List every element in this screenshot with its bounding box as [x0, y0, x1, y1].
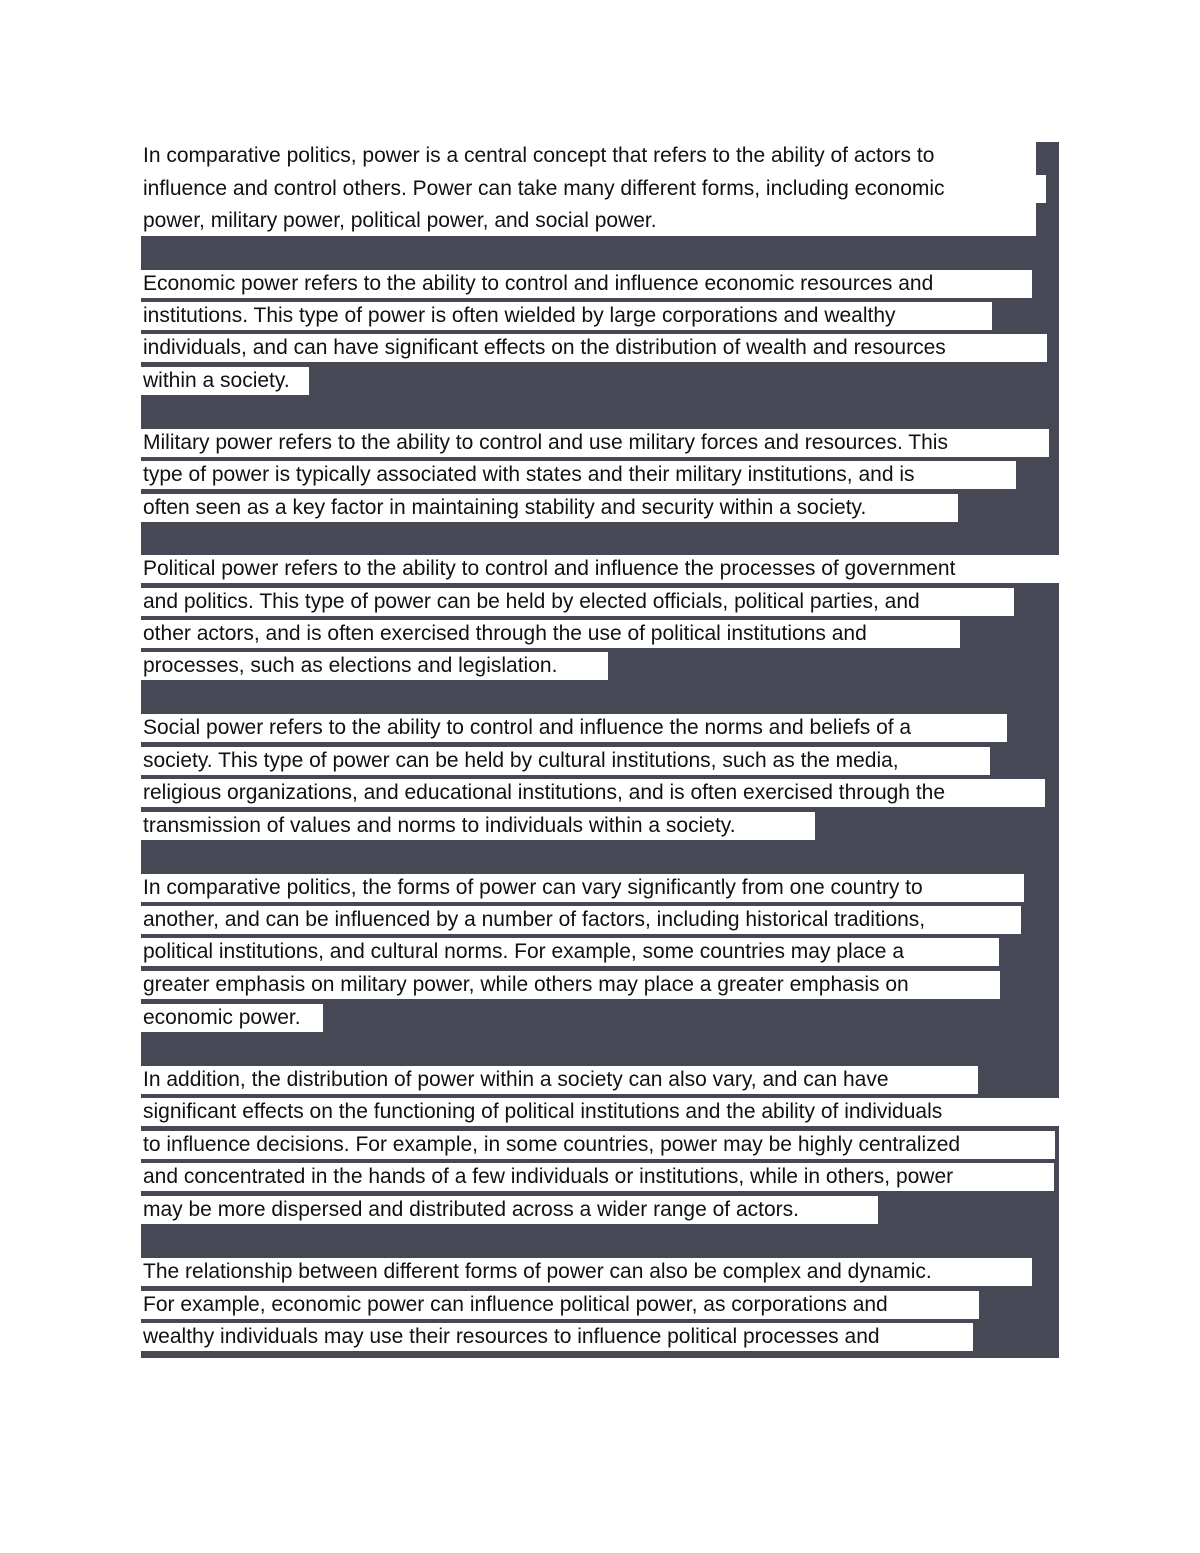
- text-line: individuals, and can have significant effects on the distribution of wealth and resources: [141, 334, 1047, 362]
- text-line: In comparative politics, the forms of power can vary significantly from one country to: [141, 874, 1024, 902]
- text-line: religious organizations, and educational institutions, and is often exercised through the: [141, 779, 1045, 807]
- text-line: For example, economic power can influence political power, as corporations and: [141, 1291, 979, 1319]
- text-line: In addition, the distribution of power within a society can also vary, and can have: [141, 1066, 978, 1094]
- text-line: within a society.: [141, 367, 309, 395]
- text-line: and concentrated in the hands of a few individuals or institutions, while in others, power: [141, 1163, 1054, 1191]
- text-line: Social power refers to the ability to control and influence the norms and beliefs of a: [141, 714, 1007, 742]
- text-line: may be more dispersed and distributed across a wider range of actors.: [141, 1196, 878, 1224]
- text-line: The relationship between different forms of power can also be complex and dynamic.: [141, 1258, 1032, 1286]
- text-line: type of power is typically associated with states and their military institutions, and is: [141, 461, 1016, 489]
- text-line: Military power refers to the ability to control and use military forces and resources. This: [141, 429, 1049, 457]
- text-line: society. This type of power can be held by cultural institutions, such as the media,: [141, 747, 990, 775]
- text-line: and politics. This type of power can be held by elected officials, political parties, and: [141, 588, 1014, 616]
- text-line: often seen as a key factor in maintaining stability and security within a society.: [141, 494, 958, 522]
- text-line: economic power.: [141, 1004, 323, 1032]
- text-line: significant effects on the functioning of political institutions and the ability of individuals: [141, 1098, 1059, 1126]
- text-line: political institutions, and cultural norms. For example, some countries may place a: [141, 938, 999, 966]
- text-line: greater emphasis on military power, while others may place a greater emphasis on: [141, 971, 1000, 999]
- text-line: other actors, and is often exercised through the use of political institutions and: [141, 620, 960, 648]
- text-line: Political power refers to the ability to control and influence the processes of government: [141, 555, 1059, 583]
- text-line: another, and can be influenced by a number of factors, including historical traditions,: [141, 906, 1021, 934]
- text-line: institutions. This type of power is often wielded by large corporations and wealthy: [141, 302, 992, 330]
- text-line: processes, such as elections and legislation.: [141, 652, 608, 680]
- text-line: power, military power, political power, and social power.: [141, 207, 719, 235]
- highlight-block: [1046, 172, 1059, 236]
- text-line: influence and control others. Power can take many different forms, including economic: [141, 175, 1046, 203]
- text-line: wealthy individuals may use their resources to influence political processes and: [141, 1323, 973, 1351]
- text-line: In comparative politics, power is a central concept that refers to the ability of actors to: [141, 142, 1036, 170]
- text-line: Economic power refers to the ability to control and influence economic resources and: [141, 270, 1032, 298]
- text-line: to influence decisions. For example, in some countries, power may be highly centralized: [141, 1131, 1055, 1159]
- text-line: transmission of values and norms to individuals within a society.: [141, 812, 815, 840]
